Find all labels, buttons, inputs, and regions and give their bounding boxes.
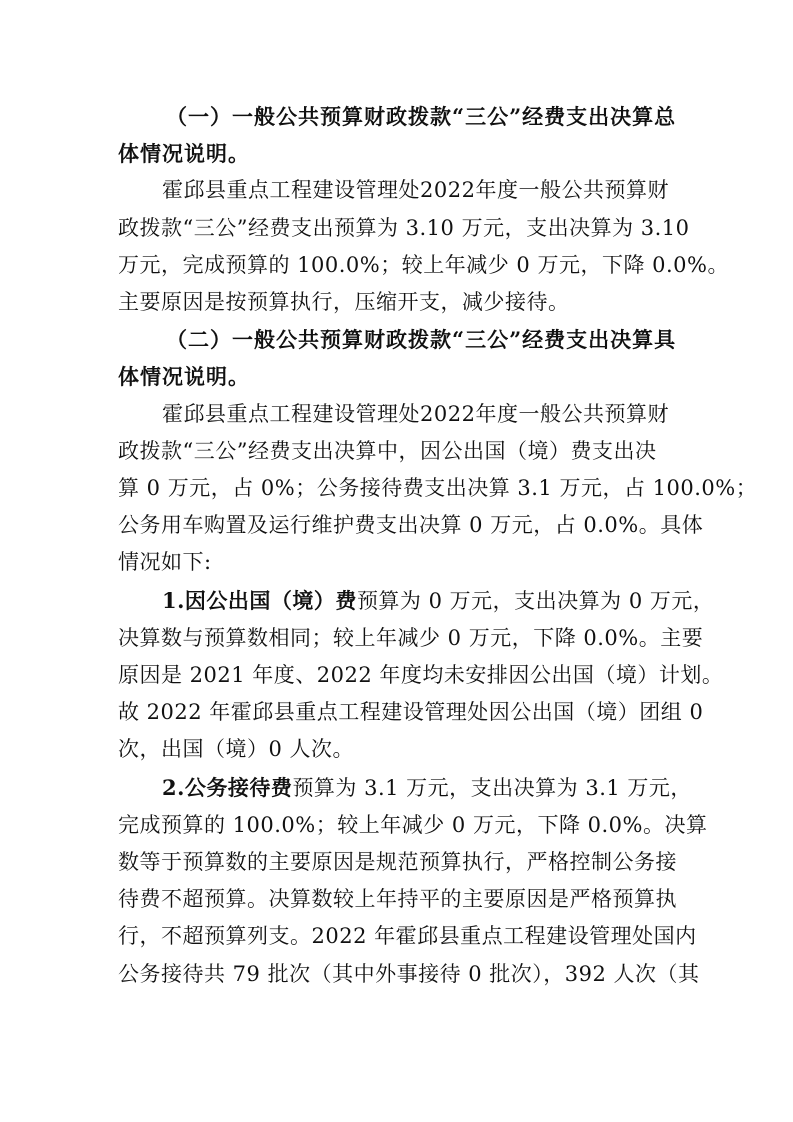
section1-body-line-2: 政拨款“三公”经费支出预算为 3.10 万元，支出决算为 3.10: [118, 215, 690, 240]
item2-line-2: 完成预算的 100.0%；较上年减少 0 万元，下降 0.0%。决算: [118, 812, 708, 837]
section2: [118, 321, 758, 581]
item1-label: 1.因公出国（境）费: [162, 587, 357, 613]
section2-body-line-4: 公务用车购置及运行维护费支出决算 0 万元，占 0.0%。具体: [118, 513, 704, 538]
item2-first-line-rest: 预算为 3.1 万元，支出决算为 3.1 万元，: [292, 775, 692, 800]
section2-body-line-3: 算 0 万元，占 0%；公务接待费支出决算 3.1 万元，占 100.0%；: [118, 476, 758, 501]
item1-line-4: 故 2022 年霍邱县重点工程建设管理处因公出国（境）团组 0: [118, 700, 704, 725]
section2-heading-line-2: 体情况说明。: [118, 364, 250, 390]
section1-heading-line-2: 体情况说明。: [118, 141, 250, 167]
section2-body-line-5: 情况如下:: [118, 550, 212, 575]
item2-line-5: 行，不超预算列支。2022 年霍邱县重点工程建设管理处国内: [118, 924, 697, 949]
item1-first-line-rest: 预算为 0 万元，支出决算为 0 万元，: [356, 588, 715, 613]
item2: [118, 769, 708, 993]
item2-line-3: 数等于预算数的主要原因是规范预算执行，严格控制公务接: [118, 850, 677, 875]
item2-label: 2.公务接待费: [162, 774, 293, 800]
section1-body-line-4: 主要原因是按预算执行，压缩开支，减少接待。: [118, 290, 570, 315]
item1: [118, 582, 724, 769]
item1-line-3: 原因是 2021 年度、2022 年度均未安排因公出国（境）计划。: [118, 663, 724, 688]
section2-body-line-1: 霍邱县重点工程建设管理处2022年度一般公共预算财: [162, 401, 669, 426]
section1-heading-line-1: （一）一般公共预算财政拨款“三公”经费支出决算总: [166, 104, 677, 129]
section1: [118, 98, 729, 321]
section1-body-line-1: 霍邱县重点工程建设管理处2022年度一般公共预算财: [162, 178, 669, 203]
item2-line-6: 公务接待共 79 批次（其中外事接待 0 批次），392 人次（其: [118, 961, 700, 986]
item1-line-2: 决算数与预算数相同；较上年减少 0 万元，下降 0.0%。主要: [118, 625, 704, 650]
section2-heading-line-1: （二）一般公共预算财政拨款“三公”经费支出决算具: [166, 327, 677, 353]
section2-body-line-2: 政拨款“三公”经费支出决算中，因公出国（境）费支出决: [118, 438, 657, 463]
item2-line-4: 待费不超预算。决算数较上年持平的主要原因是严格预算执: [118, 887, 677, 912]
item1-first-line: [118, 582, 715, 620]
item1-line-5: 次，出国（境）0 人次。: [118, 737, 355, 762]
item2-first-line: [118, 769, 692, 807]
section1-body-line-3: 万元，完成预算的 100.0%；较上年减少 0 万元，下降 0.0%。: [118, 252, 729, 277]
